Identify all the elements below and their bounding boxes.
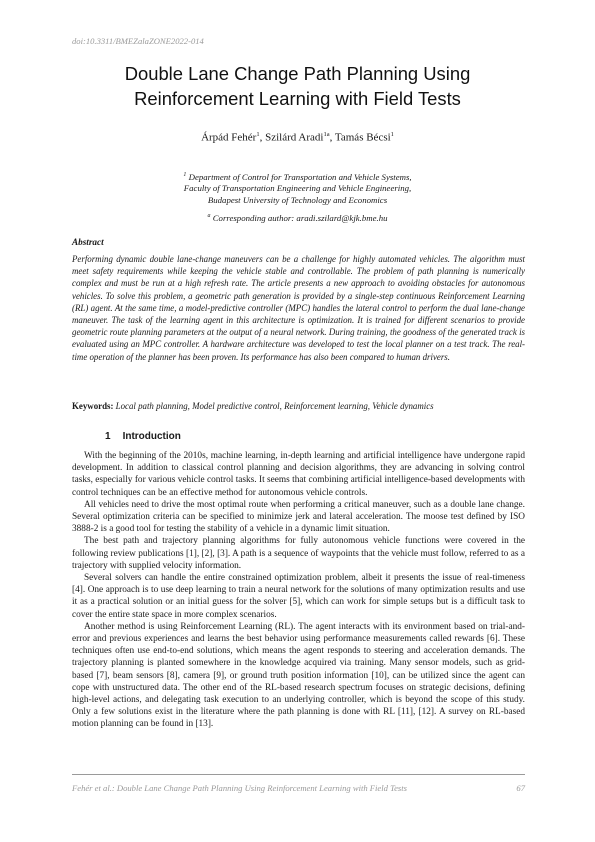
section-title: Introduction <box>122 431 181 442</box>
affiliation-mark: 1 <box>183 172 187 178</box>
keywords <box>72 401 525 411</box>
title-line-2: Reinforcement Learning with Field Tests <box>134 88 461 109</box>
author-affiliation-mark: 1a <box>323 131 330 138</box>
introduction-body <box>72 450 525 731</box>
page-number: 67 <box>516 783 525 793</box>
paragraph: With the beginning of the 2010s, machine learning, in-depth learning and artificial intelligence have undergone rapid development. In addition to classical control planning and decision algorithms, they are advancing in solving control tasks, especially for various vehicle control tasks. It seems that combining artificial intelligence-based developments with control techniques can be an effective method for autonomous vehicle controls. <box>72 451 525 498</box>
author-name: Tamás Bécsi <box>334 131 391 144</box>
section-heading <box>105 431 181 442</box>
affiliation-line-1: Department of Control for Transportation and Vehicle Systems, <box>188 171 412 182</box>
affiliation-line-2: Faculty of Transportation Engineering and Vehicle Engineering, <box>183 183 412 194</box>
author-affiliation-mark: 1 <box>390 131 394 138</box>
paragraph: Several solvers can handle the entire constrained optimization problem, albeit it presents the issue of real-timeness [4]. One approach is to use deep learning to train a neural network for the solutions of many optimization results and use it as a practical solution or an initial guess for the solver [5], which can work for simple setups but is a difficult task to cover the entire state space in more complex scenarios. <box>72 573 525 620</box>
corresponding-mark: a <box>207 213 211 220</box>
author-separator: , <box>329 131 335 144</box>
section-number: 1 <box>105 431 111 442</box>
keywords-text: Local path planning, Model predictive control, Reinforcement learning, Vehicle dynamics <box>115 401 434 411</box>
author-name: Árpád Fehér <box>201 131 257 144</box>
paragraph: The best path and trajectory planning algorithms for fully autonomous vehicle functions were covered in the following review publications [1], [2], [3]. A path is a sequence of waypoints that the vehicle must follow, referred to as a trajectory with supplied velocity information. <box>72 536 525 571</box>
paper-title <box>60 61 535 111</box>
paragraph: All vehicles need to drive the most optimal route when performing a critical maneuver, such as a double lane change. Several optimization criteria can be specified to minimize jerk and lateral acceleration. The moose test defined by ISO 3888-2 is a good tool for testing the stability of a vehicle in a dynamic limit situation. <box>72 499 525 535</box>
affiliation <box>0 170 595 206</box>
abstract-heading: Abstract <box>72 237 104 247</box>
author-separator: , <box>259 131 266 144</box>
affiliation-line-3: Budapest University of Technology and Economics <box>207 194 388 205</box>
title-line-1: Double Lane Change Path Planning Using <box>124 63 471 84</box>
corresponding-author <box>0 213 595 223</box>
corresponding-text: Corresponding author: aradi.szilard@kjk.bme.hu <box>212 213 388 223</box>
author-name: Szilárd Aradi <box>265 131 324 144</box>
author-list <box>0 131 595 144</box>
doi-header: doi:10.3311/BMEZalaZONE2022-014 <box>72 36 204 46</box>
abstract-text: Performing dynamic double lane-change maneuvers can be a challenge for highly automated vehicles. The algorithm must meet safety requirements while keeping the vehicle stable and controllable. The problem of path planning is numerically complex and must be run at a high refresh rate. The article presents a new approach to avoiding obstacles for autonomous vehicles. To solve this problem, a geometric path generation is provided by a single-step continuous Reinforcement Learning (RL) agent. At the same time, a model-predictive controller (MPC) handles the lateral control to perform the dual lane-change maneuver. The task of the learning agent in this architecture is optimization. It is trained for different scenarios to provide geometric route planning parameters at the output of a neural network. During training, the goodness of the generated track is evaluated using an MPC controller. A hardware architecture was developed to test the local planner on a test track. The real-time operation of the planner has been proven. Its performance has also been compared to human drivers. <box>72 254 525 362</box>
footer-divider <box>72 774 525 775</box>
author-affiliation-mark: 1 <box>256 131 260 138</box>
keywords-label: Keywords: <box>72 401 114 411</box>
footer-running-title: Fehér et al.: Double Lane Change Path Planning Using Reinforcement Learning with Field Tests <box>72 783 407 793</box>
paragraph: Another method is using Reinforcement Learning (RL). The agent interacts with its environment based on trial-and-error and previous experiences and learns the best behavior using performance measurements called rewards [6]. These techniques often use end-to-end solutions, which means the agent responds to steering and acceleration demands. The trajectory planning is planted somewhere in the knowledge acquired via training. Many sensor models, such as grid-based [7], beam sensors [8], camera [9], or ground truth position information [10], can be utilized since the agent can cope with unstructured data. The other end of the RL-based research spectrum focuses on strategic decisions, defining high-level actions, and delegating task execution to an underlying controller, which is beyond the scope of this study. Only a few solutions exist in the literature where the path planning is done with RL [11], [12]. A survey on RL-based motion planning can be found in [13]. <box>72 621 525 730</box>
